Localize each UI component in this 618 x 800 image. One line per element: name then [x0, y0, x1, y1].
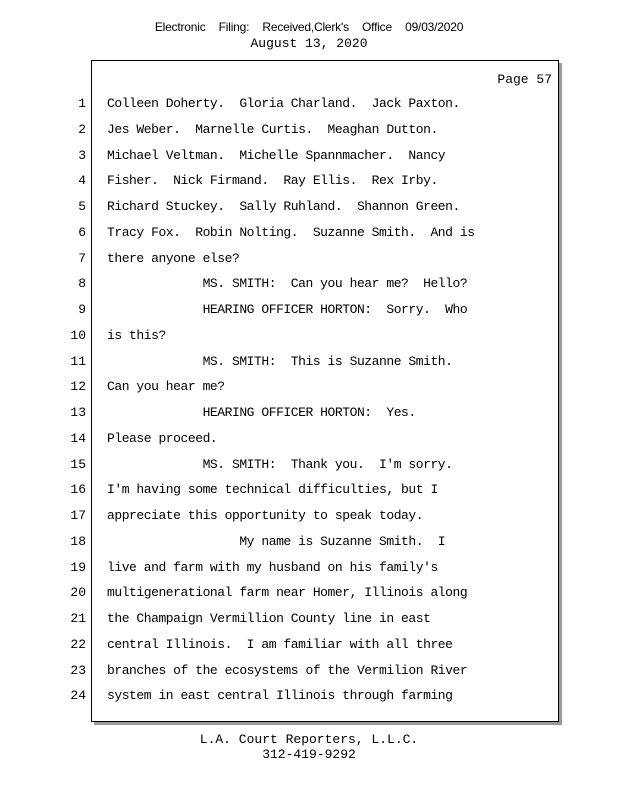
filing-stamp-filing: Filing: — [218, 20, 250, 34]
transcript-line: Tracy Fox. Robin Nolting. Suzanne Smith. And is — [107, 224, 475, 240]
filing-stamp-electronic: Electronic — [154, 20, 206, 34]
line-number: 23 — [70, 662, 86, 678]
line-number: 13 — [70, 405, 86, 420]
line-number: 8 — [78, 276, 86, 292]
line-number: 11 — [70, 353, 86, 369]
page-footer — [0, 732, 618, 762]
transcript-line: the Champaign Vermillion County line in east — [107, 611, 431, 626]
line-number: 24 — [70, 688, 86, 704]
transcript-line: appreciate this opportunity to speak today. — [107, 508, 424, 523]
transcript-body — [107, 91, 547, 709]
line-number: 19 — [70, 559, 86, 575]
transcript-line: system in east central Illinois through farming — [107, 688, 453, 704]
transcript-line: MS. SMITH: This is Suzanne Smith. — [107, 353, 453, 369]
transcript-line: branches of the ecosystems of the Vermilion River — [107, 662, 468, 678]
page-number: Page 57 — [497, 72, 552, 87]
line-number: 6 — [78, 224, 86, 240]
transcript-line: Michael Veltman. Michelle Spannmacher. Nancy — [107, 147, 446, 163]
transcript-line: Jes Weber. Marnelle Curtis. Meaghan Dutton. — [107, 121, 438, 137]
transcript-line: MS. SMITH: Thank you. I'm sorry. — [107, 456, 453, 472]
line-number: 18 — [70, 533, 86, 549]
filing-stamp-header — [0, 20, 618, 34]
transcript-line: there anyone else? — [107, 250, 240, 266]
line-number: 4 — [78, 173, 86, 189]
transcript-line: I'm having some technical difficulties, but I — [107, 482, 438, 498]
transcript-line: is this? — [107, 327, 166, 343]
transcript-line: Fisher. Nick Firmand. Ray Ellis. Rex Irby. — [107, 173, 438, 189]
transcript-line: Richard Stuckey. Sally Ruhland. Shannon Green. — [107, 199, 460, 214]
line-number: 5 — [78, 199, 86, 214]
line-number-column — [60, 91, 86, 709]
line-number: 12 — [70, 379, 86, 395]
transcript-line: HEARING OFFICER HORTON: Yes. — [107, 405, 416, 420]
transcript-line: Colleen Doherty. Gloria Charland. Jack Paxton. — [107, 96, 460, 111]
line-number: 21 — [70, 611, 86, 626]
line-number: 2 — [78, 121, 86, 137]
filing-stamp-received: Received,Clerk's — [262, 20, 349, 34]
line-number: 22 — [70, 636, 86, 652]
transcript-line: central Illinois. I am familiar with all three — [107, 636, 453, 652]
line-number: 15 — [70, 456, 86, 472]
transcript-date: August 13, 2020 — [250, 36, 368, 51]
filing-stamp-date: 09/03/2020 — [405, 20, 464, 34]
line-number: 17 — [70, 508, 86, 523]
transcript-line: Can you hear me? — [107, 379, 225, 395]
line-number: 7 — [78, 250, 86, 266]
transcript-line: live and farm with my husband on his family's — [107, 559, 438, 575]
line-number: 3 — [78, 147, 86, 163]
line-number: 10 — [70, 327, 86, 343]
filing-stamp-office: Office — [362, 20, 392, 34]
line-number: 1 — [78, 96, 86, 111]
transcript-line: HEARING OFFICER HORTON: Sorry. Who — [107, 302, 468, 317]
court-reporter-name: L.A. Court Reporters, L.L.C. — [199, 732, 419, 747]
line-number: 14 — [70, 430, 86, 446]
transcript-line: Please proceed. — [107, 430, 218, 446]
transcript-line: My name is Suzanne Smith. I — [107, 533, 446, 549]
line-number: 16 — [70, 482, 86, 498]
transcript-line: multigenerational farm near Homer, Illinois along — [107, 585, 468, 601]
line-number: 9 — [78, 302, 86, 317]
line-number: 20 — [70, 585, 86, 601]
transcript-line: MS. SMITH: Can you hear me? Hello? — [107, 276, 468, 292]
court-reporter-phone: 312-419-9292 — [262, 747, 356, 762]
